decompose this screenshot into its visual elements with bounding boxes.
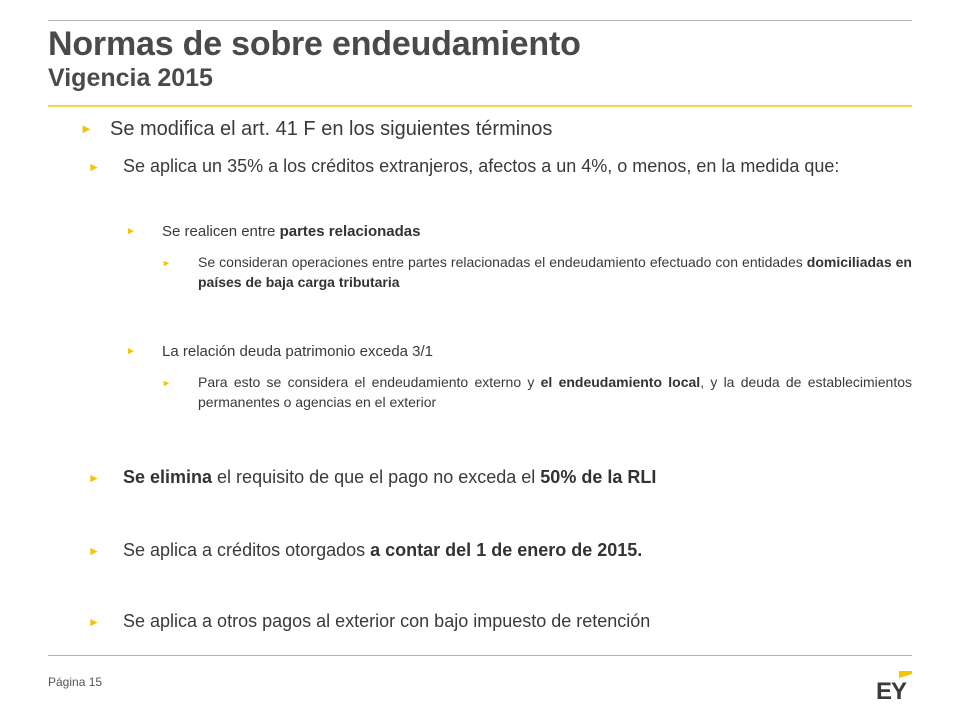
bullet-text: Se aplica a créditos otorgados a contar del 1 de enero de 2015. xyxy=(123,540,643,560)
bullet-text: La relación deuda patrimonio exceda 3/1 xyxy=(162,343,434,360)
ey-logo-icon xyxy=(876,671,912,701)
bullet-item xyxy=(88,609,912,634)
bullet-arrow-icon: ► xyxy=(80,121,93,136)
bullet-arrow-icon: ► xyxy=(88,615,100,629)
logo-text: EY xyxy=(876,678,907,701)
bullet-item xyxy=(88,465,912,490)
bullet-arrow-icon: ► xyxy=(126,226,136,237)
bullet-item xyxy=(162,373,912,412)
bullet-item xyxy=(126,341,912,362)
slide-subtitle: Vigencia 2015 xyxy=(48,64,213,92)
bullet-item xyxy=(88,538,912,563)
title-underline xyxy=(48,105,912,107)
bullet-arrow-icon: ► xyxy=(162,258,171,268)
footer-divider xyxy=(48,655,912,656)
bullet-item xyxy=(126,221,912,242)
bullet-text: Se elimina el requisito de que el pago no exceda el 50% de la RLI xyxy=(123,467,657,487)
bullet-text: Se realicen entre partes relacionadas xyxy=(162,223,421,240)
bullet-arrow-icon: ► xyxy=(88,471,100,485)
bullet-arrow-icon: ► xyxy=(162,378,171,388)
bullet-arrow-icon: ► xyxy=(126,346,136,357)
bullet-arrow-icon: ► xyxy=(88,544,100,558)
slide-title: Normas de sobre endeudamiento xyxy=(48,25,581,63)
bullet-item xyxy=(80,115,912,143)
bullet-text: Se modifica el art. 41 F en los siguientes términos xyxy=(110,118,553,140)
bullet-text: Para esto se considera el endeudamiento externo y el endeudamiento local, y la deuda de establecimientos permanentes o agencias en el exterior xyxy=(198,374,912,410)
bullet-text: Se aplica un 35% a los créditos extranjeros, afectos a un 4%, o menos, en la medida que: xyxy=(123,156,840,176)
bullet-text: Se aplica a otros pagos al exterior con bajo impuesto de retención xyxy=(123,611,651,631)
bullet-arrow-icon: ► xyxy=(88,160,100,174)
top-divider xyxy=(48,20,912,21)
bullet-text: Se consideran operaciones entre partes relacionadas el endeudamiento efectuado con entidades domiciliadas en países de baja carga tributaria xyxy=(198,254,912,290)
bullet-item xyxy=(88,154,912,179)
page-number: Página 15 xyxy=(48,675,103,689)
bullet-item xyxy=(162,253,912,292)
